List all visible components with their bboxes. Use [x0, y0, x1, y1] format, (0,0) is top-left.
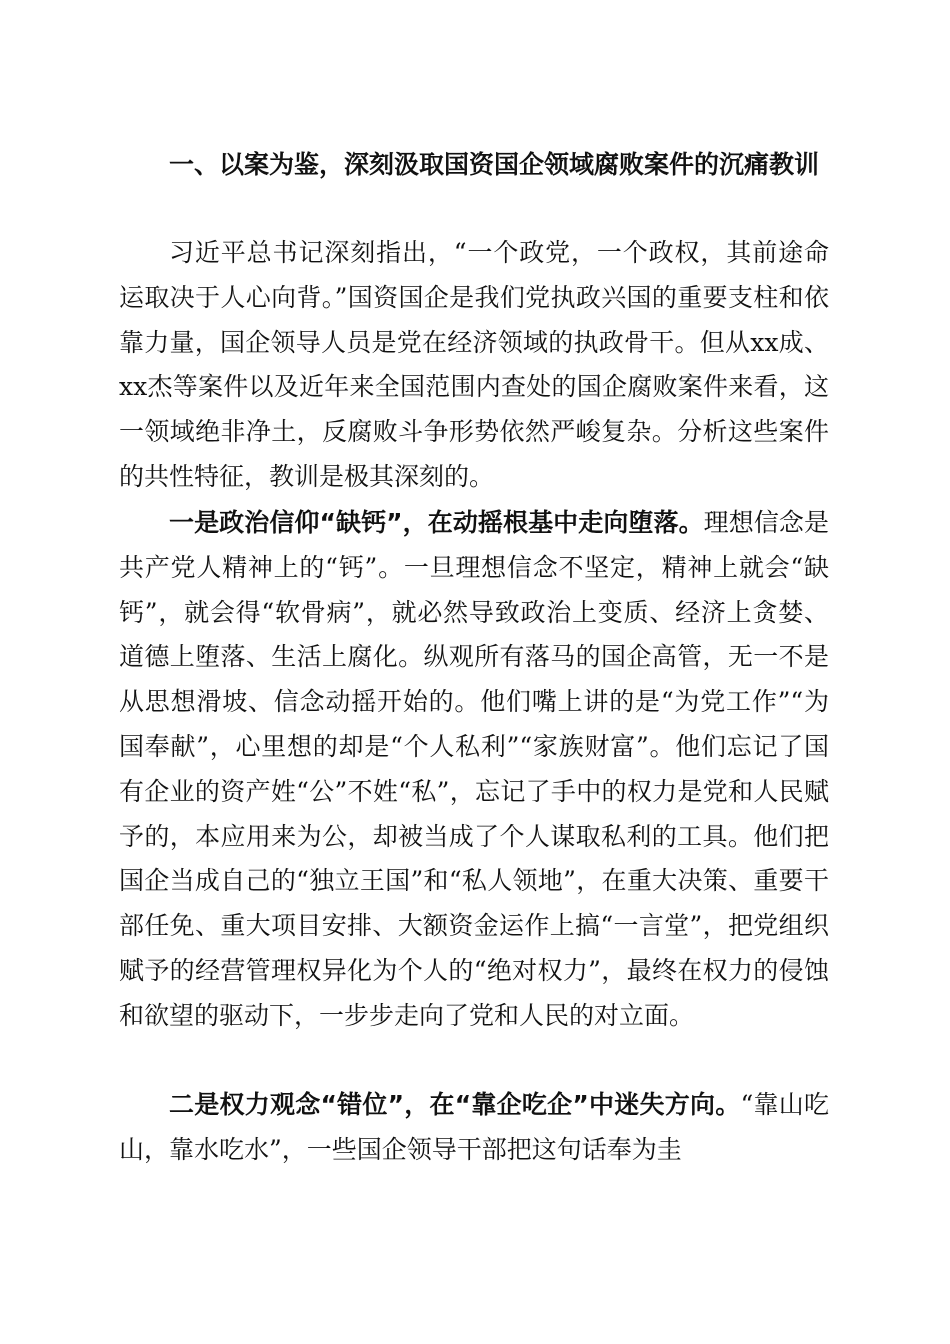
- paragraph-point-one: [119, 501, 829, 1039]
- paragraph-point-two-lead: 二是权力观念“错位”，在“靠企吃企”中迷失方向。: [169, 1090, 741, 1119]
- paragraph-intro: [119, 231, 829, 500]
- section-heading: 一、以案为鉴，深刻汲取国资国企领域腐败案件的沉痛教训: [169, 150, 820, 179]
- paragraph-point-one-text: 理想信念是共产党人精神上的“钙”。一旦理想信念不坚定，精神上就会“缺钙”，就会得“软骨病”，就必然导致政治上变质、经济上贪婪、道德上堕落、生活上腐化。纵观所有落马的国企高管，无一不是从思想滑坡、信念动摇开始的。他们嘴上讲的是“为党工作”“为国奉献”，心里想的却是“个人私利”“家族财富”。他们忘记了国有企业的资产姓“公”不姓“私”，忘记了手中的权力是党和人民赋予的，本应用来为公，却被当成了个人谋取私利的工具。他们把国企当成自己的“独立王国”和“私人领地”，在重大决策、重要干部任免、重大项目安排、大额资金运作上搞“一言堂”，把党组织赋予的经营管理权异化为个人的“绝对权力”，最终在权力的侵蚀和欲望的驱动下，一步步走向了党和人民的对立面。: [119, 508, 829, 1030]
- paragraph-point-two-text: “靠山吃山，靠水吃水”，一些国企领导干部把这句话奉为圭: [119, 1090, 830, 1164]
- paragraph-point-two: [119, 1083, 829, 1173]
- paragraph-point-one-lead: 一是政治信仰“缺钙”，在动摇根基中走向堕落。: [169, 508, 704, 537]
- paragraph-intro-text: 习近平总书记深刻指出，“一个政党，一个政权，其前途命运取决于人心向背。”国资国企是我们党执政兴国的重要支柱和依靠力量，国企领导人员是党在经济领域的执政骨干。但从xx成、xx杰等案件以及近年来全国范围内查处的国企腐败案件来看，这一领域绝非净土，反腐败斗争形势依然严峻复杂。分析这些案件的共性特征，教训是极其深刻的。: [119, 238, 829, 491]
